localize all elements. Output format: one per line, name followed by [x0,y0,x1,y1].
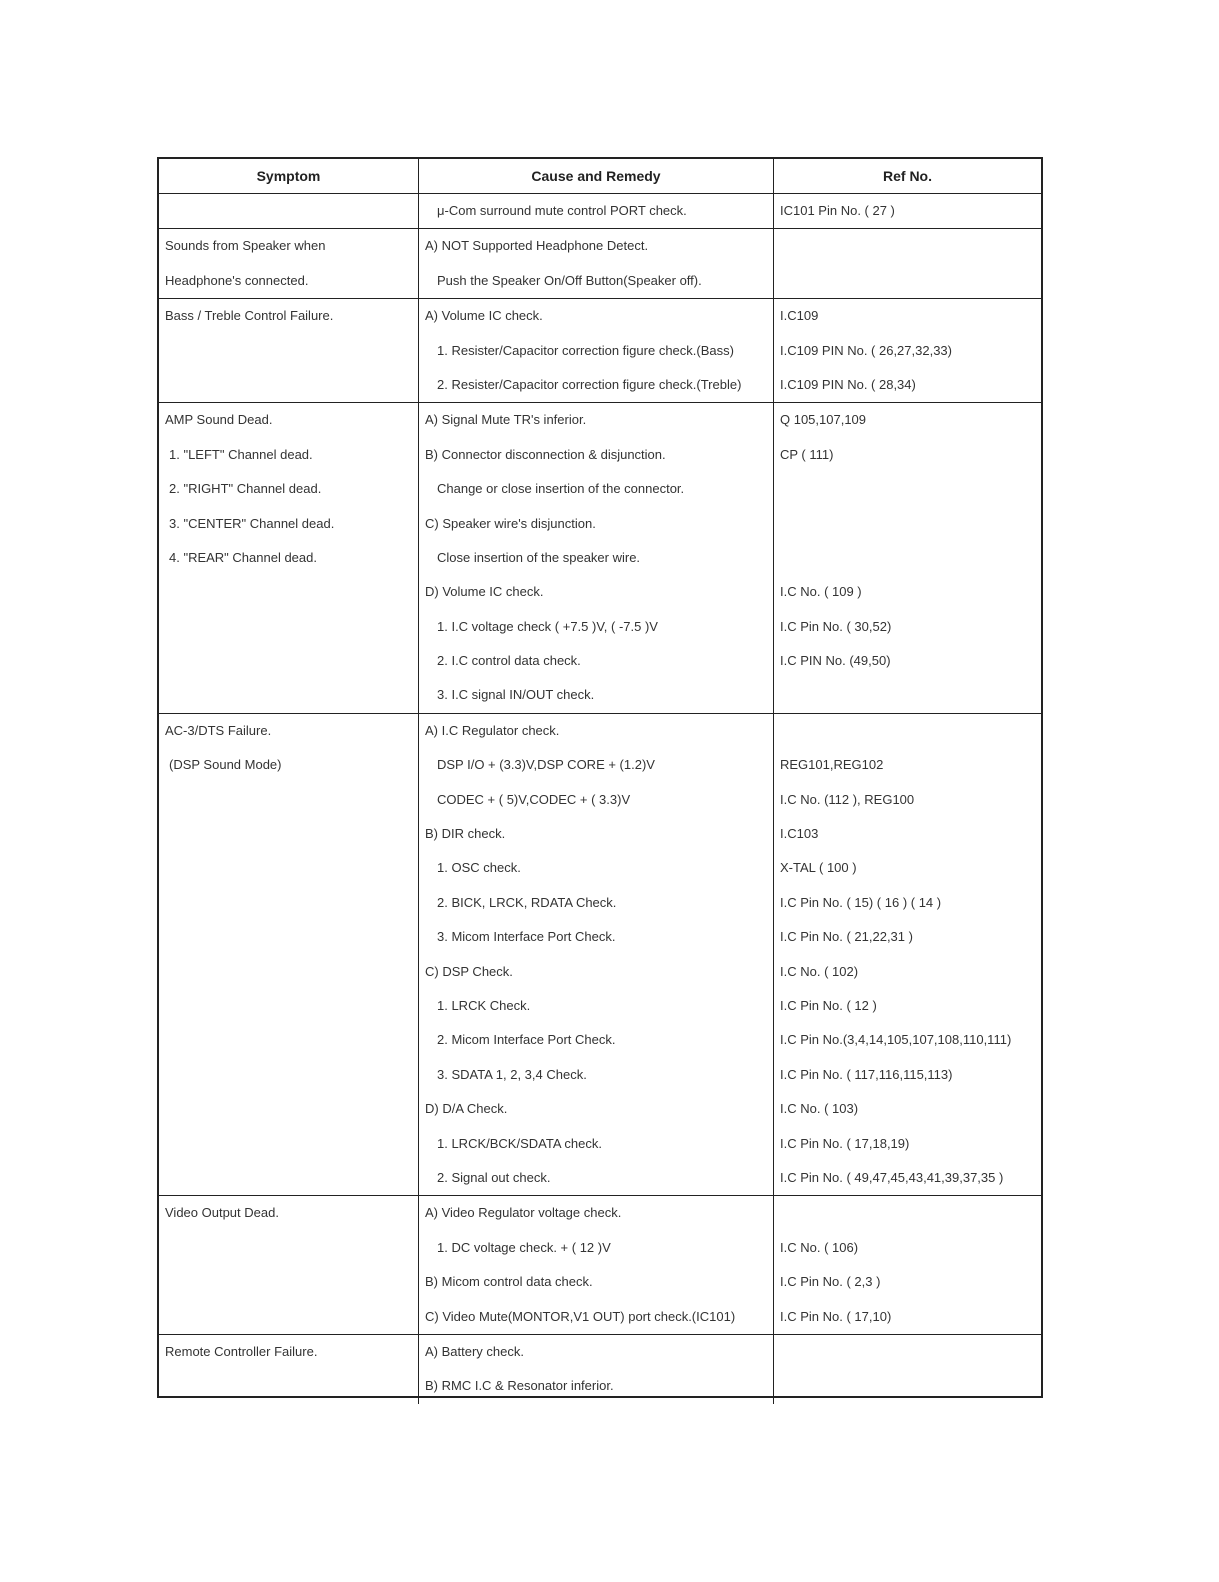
cause-line: A) Volume IC check. [425,308,543,324]
cause-line: 1. I.C voltage check ( +7.5 )V, ( -7.5 )V [437,618,658,634]
header-cause-and-remedy: Cause and Remedy [419,159,774,193]
ref-line: I.C Pin No. ( 30,52) [780,618,892,634]
ref-line [774,264,1041,298]
ref-line: I.C109 PIN No. ( 28,34) [780,376,916,392]
cause-remedy-cell [419,194,774,228]
cause-line: 2. BICK, LRCK, RDATA Check. [437,894,617,910]
cause-line: C) DSP Check. [425,963,513,979]
cause-line: B) Connector disconnection & disjunction. [425,446,666,462]
symptom-line [159,194,418,228]
cause-line: A) NOT Supported Headphone Detect. [425,238,649,254]
ref-line: I.C Pin No.(3,4,14,105,107,108,110,111) [780,1032,1012,1048]
ref-line [774,678,1041,712]
ref-no-cell [774,403,1041,713]
ref-line: I.C No. ( 103) [780,1101,859,1117]
table-row [159,298,1041,402]
ref-line [774,472,1041,506]
cause-line: D) Volume IC check. [425,584,544,600]
ref-line [774,541,1041,575]
ref-line: I.C Pin No. ( 49,47,45,43,41,39,37,35 ) [780,1169,1004,1185]
cause-line: A) Battery check. [425,1343,524,1359]
cause-line: D) D/A Check. [425,1101,508,1117]
cause-line: 2. Resister/Capacitor correction figure check.(Treble) [437,376,742,392]
cause-line: B) DIR check. [425,826,506,842]
ref-line [774,507,1041,541]
symptom-line: Remote Controller Failure. [165,1343,318,1359]
troubleshooting-table [157,157,1043,1398]
ref-line: REG101,REG102 [780,757,884,773]
header-symptom: Symptom [159,159,419,193]
ref-no-cell [774,229,1041,298]
cause-line: A) Signal Mute TR's inferior. [425,412,587,428]
symptom-line: Video Output Dead. [165,1205,279,1221]
ref-line [774,1335,1041,1369]
ref-line [774,1369,1041,1403]
cause-remedy-cell [419,229,774,298]
cause-line: C) Video Mute(MONTOR,V1 OUT) port check.(IC101) [425,1308,736,1324]
ref-line: Q 105,107,109 [780,412,867,428]
symptom-cell [159,1196,419,1334]
ref-line: I.C No. ( 109 ) [780,584,862,600]
table-row [159,402,1041,713]
cause-remedy-cell [419,1335,774,1404]
table-row [159,228,1041,298]
cause-line: A) I.C Regulator check. [425,722,560,738]
symptom-line: Bass / Treble Control Failure. [165,308,334,324]
symptom-cell [159,299,419,402]
ref-no-cell [774,299,1041,402]
cause-line: 1. LRCK/BCK/SDATA check. [437,1135,602,1151]
symptom-line: AC-3/DTS Failure. [165,722,272,738]
ref-line: I.C Pin No. ( 17,18,19) [780,1135,910,1151]
cause-line: 1. OSC check. [437,860,521,876]
ref-line: I.C109 PIN No. ( 26,27,32,33) [780,342,952,358]
cause-line: 2. I.C control data check. [437,653,581,669]
ref-line: I.C Pin No. ( 12 ) [780,997,877,1013]
symptom-line: (DSP Sound Mode) [169,757,282,773]
ref-no-cell [774,194,1041,228]
cause-line: Close insertion of the speaker wire. [437,549,641,565]
symptom-line: 4. "REAR" Channel dead. [169,549,317,565]
cause-line: Push the Speaker On/Off Button(Speaker off). [437,272,702,288]
cause-remedy-cell [419,714,774,1195]
symptom-line: AMP Sound Dead. [165,412,273,428]
ref-line: I.C Pin No. ( 15) ( 16 ) ( 14 ) [780,894,942,910]
cause-line: 2. Signal out check. [437,1169,551,1185]
ref-line: I.C PIN No. (49,50) [780,653,891,669]
symptom-line: Headphone's connected. [165,272,309,288]
cause-remedy-cell [419,403,774,713]
cause-line: μ-Com surround mute control PORT check. [437,203,687,218]
symptom-cell [159,1335,419,1404]
cause-line: B) Micom control data check. [425,1274,593,1290]
ref-line: X-TAL ( 100 ) [780,860,857,876]
symptom-line: 2. "RIGHT" Channel dead. [169,481,322,497]
header-ref-no: Ref No. [883,168,932,184]
ref-line: I.C Pin No. ( 117,116,115,113) [780,1066,953,1082]
ref-no-cell [774,1196,1041,1334]
cause-line: A) Video Regulator voltage check. [425,1205,622,1221]
table-row [159,713,1041,1195]
symptom-line: 1. "LEFT" Channel dead. [169,446,313,462]
cause-remedy-cell [419,299,774,402]
symptom-cell [159,229,419,298]
cause-line: 1. LRCK Check. [437,997,531,1013]
ref-line: I.C No. (112 ), REG100 [780,791,915,807]
symptom-cell [159,403,419,713]
cause-line: 1. DC voltage check. + ( 12 )V [437,1239,611,1255]
cause-line: 3. Micom Interface Port Check. [437,929,616,945]
ref-no-cell [774,1335,1041,1404]
symptom-cell [159,194,419,228]
cause-line: CODEC + ( 5)V,CODEC + ( 3.3)V [437,791,631,807]
ref-line [774,229,1041,263]
table-row [159,1334,1041,1404]
cause-line: B) RMC I.C & Resonator inferior. [425,1378,614,1394]
cause-line: DSP I/O + (3.3)V,DSP CORE + (1.2)V [437,757,655,773]
ref-line: I.C Pin No. ( 21,22,31 ) [780,929,913,945]
ref-line: CP ( 111) [780,446,834,462]
ref-line: I.C No. ( 106) [780,1239,859,1255]
ref-no-cell [774,714,1041,1195]
symptom-line: 3. "CENTER" Channel dead. [169,515,335,531]
cause-line: Change or close insertion of the connector. [437,481,685,497]
cause-line: 3. SDATA 1, 2, 3,4 Check. [437,1066,587,1082]
cause-line: 2. Micom Interface Port Check. [437,1032,616,1048]
ref-line: I.C Pin No. ( 2,3 ) [780,1274,881,1290]
table-header-row [159,159,1041,193]
table-body [159,193,1041,1404]
ref-line [774,714,1041,748]
ref-line: I.C Pin No. ( 17,10) [780,1308,892,1324]
symptom-line: Sounds from Speaker when [165,238,326,254]
ref-line: I.C109 [780,308,819,324]
ref-line: I.C No. ( 102) [780,963,859,979]
ref-line: IC101 Pin No. ( 27 ) [780,203,895,218]
ref-line [774,1196,1041,1230]
cause-remedy-cell [419,1196,774,1334]
ref-line: I.C103 [780,826,819,842]
table-row [159,193,1041,228]
table-row [159,1195,1041,1334]
symptom-cell [159,714,419,1195]
cause-line: 3. I.C signal IN/OUT check. [437,687,595,703]
cause-line: 1. Resister/Capacitor correction figure check.(Bass) [437,342,734,358]
cause-line: C) Speaker wire's disjunction. [425,515,596,531]
